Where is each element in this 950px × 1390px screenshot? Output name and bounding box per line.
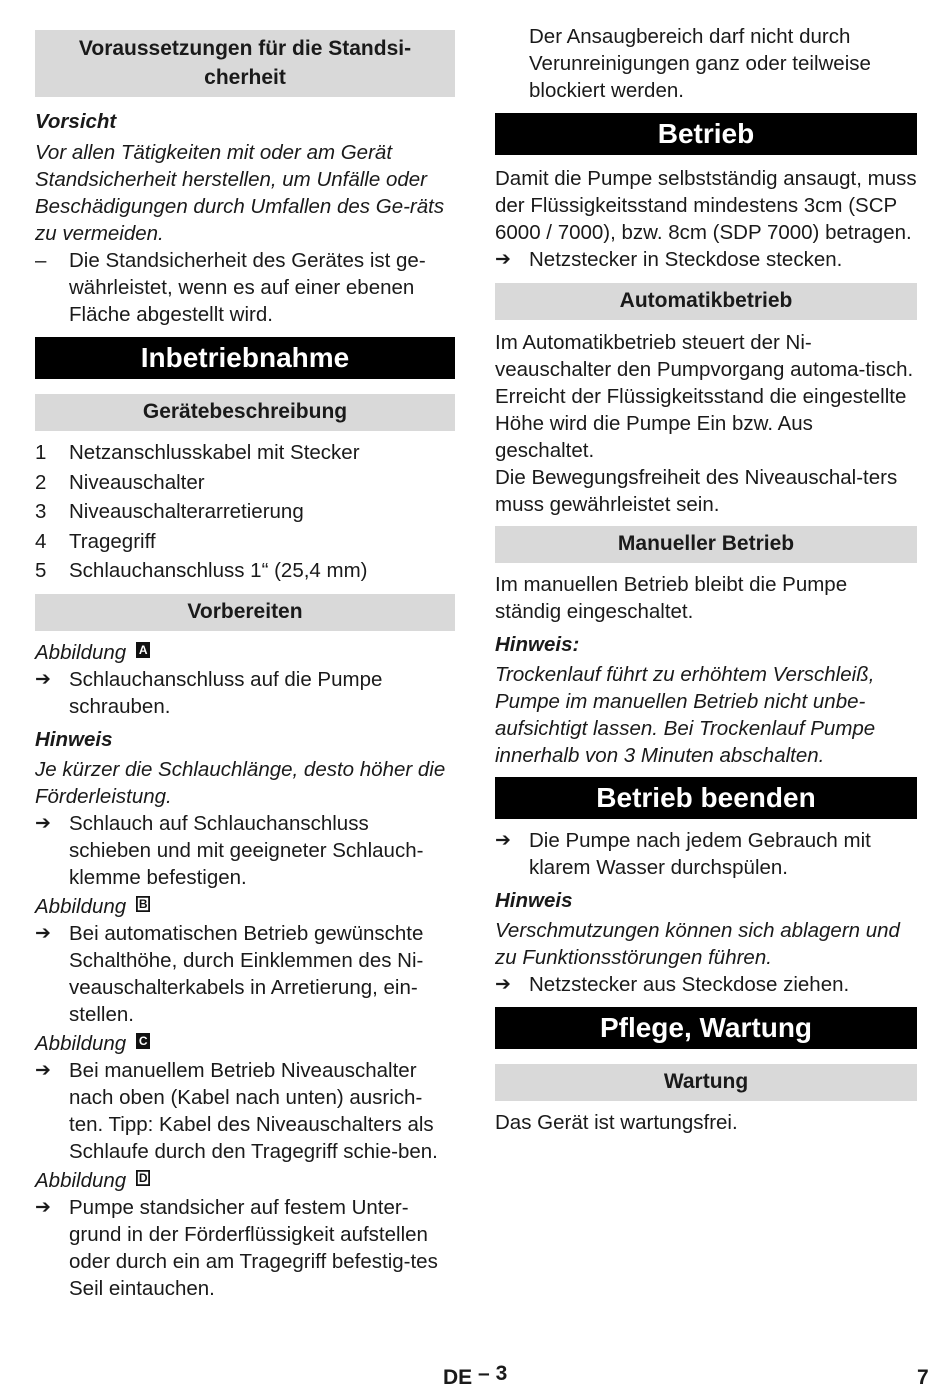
pflege-wartung-heading: Pflege, Wartung: [495, 1007, 917, 1049]
figure-b-icon: B: [136, 896, 150, 912]
arrow-right-icon: ➔: [35, 1196, 51, 1218]
automatik-text: Im Automatikbetrieb steuert der Ni-veauschalter den Pumpvorgang automa-tisch. Erreicht der Flüssigkeitsstand die eingestellte Höhe wird die Pumpe Ein bzw. Aus geschaltet.: [495, 331, 914, 462]
standsicherheit-dash-item: [35, 247, 455, 328]
step-item: [495, 827, 917, 881]
abbildung-label: Abbildung: [35, 1168, 127, 1192]
betrieb-text: Damit die Pumpe selbstständig ansaugt, muss der Flüssigkeitsstand mindestens 3cm (SCP 6000 / 7000), bzw. 8cm (SDP 7000) betragen.: [495, 167, 917, 244]
betrieb-heading: Betrieb: [495, 113, 917, 155]
dash-marker: –: [35, 249, 47, 272]
list-item: [35, 556, 455, 586]
arrow-right-icon: ➔: [35, 668, 51, 690]
figure-d-icon: D: [136, 1170, 150, 1186]
list-item-number: 2: [35, 470, 47, 494]
abbildung-label: Abbildung: [35, 1031, 127, 1055]
standsicherheit-heading-line2: cherheit: [204, 66, 286, 89]
abbildung-d: [35, 1167, 455, 1194]
step-item: [495, 971, 917, 998]
arrow-right-icon: ➔: [35, 1059, 51, 1081]
abbildung-label: Abbildung: [35, 640, 127, 664]
footer-dash: –: [478, 1362, 490, 1385]
step-text: Bei manuellem Betrieb Niveauschalter nach oben (Kabel nach unten) ausrich-ten. Tipp: Kabel des Niveauschalters als Schlaufe durch den Tragegriff schie-ben.: [69, 1058, 438, 1163]
standsicherheit-heading: [35, 30, 455, 97]
list-item-number: 1: [35, 441, 47, 464]
arrow-right-icon: ➔: [495, 249, 511, 270]
list-item-number: 5: [35, 559, 47, 582]
step-item: [35, 666, 455, 720]
left-column: [35, 30, 455, 1302]
step-item: [35, 1057, 455, 1165]
parts-list: [35, 438, 455, 586]
footer-section-page: 3: [495, 1362, 508, 1385]
wartung-text: Das Gerät ist wartungsfrei.: [495, 1111, 738, 1134]
geraetebeschreibung-heading: Gerätebeschreibung: [35, 394, 455, 431]
manuell-hinweis-text: Trockenlauf führt zu erhöhtem Verschleiß, Pumpe im manuellen Betrieb nicht unbe-aufsichtigt lassen. Bei Trockenlauf Pumpe innerhalb von 3 Minuten abschalten.: [495, 663, 876, 767]
right-column: [495, 23, 917, 1136]
abbildung-a: [35, 639, 455, 666]
step-text: Die Pumpe nach jedem Gebrauch mit klarem Wasser durchspülen.: [529, 829, 871, 879]
arrow-right-icon: ➔: [35, 812, 51, 834]
step-item: [35, 1194, 455, 1302]
manuell-text: Im manuellen Betrieb bleibt die Pumpe ständig eingeschaltet.: [495, 573, 848, 623]
list-item: [35, 468, 455, 498]
beenden-hinweis-text: Verschmutzungen können sich ablagern und zu Funktionsstörungen führen.: [495, 919, 900, 969]
vorbereiten-heading: Vorbereiten: [35, 594, 455, 631]
list-item-text: Tragegriff: [69, 529, 156, 553]
automatikbetrieb-heading: Automatikbetrieb: [495, 283, 917, 320]
inbetriebnahme-heading: Inbetriebnahme: [35, 337, 455, 379]
vorsicht-text: Vor allen Tätigkeiten mit oder am Gerät Standsicherheit herstellen, um Unfälle oder Beschädigungen durch Umfallen des Ge-räts zu vermeiden.: [35, 141, 445, 245]
abbildung-label: Abbildung: [35, 894, 127, 918]
step-text: Netzstecker aus Steckdose ziehen.: [529, 973, 850, 996]
dash-item-text: Die Standsicherheit des Gerätes ist ge-währleistet, wenn es auf einer ebenen Fläche abgestellt wird.: [69, 249, 426, 326]
hinweis-text: Je kürzer die Schlauchlänge, desto höher die Förderleistung.: [35, 757, 446, 808]
list-item-number: 3: [35, 500, 47, 523]
list-item-text: Niveauschalterarretierung: [69, 500, 304, 523]
arrow-right-icon: ➔: [495, 974, 511, 995]
step-text: Schlauchanschluss auf die Pumpe schrauben.: [69, 667, 383, 718]
step-text: Netzstecker in Steckdose stecken.: [529, 248, 843, 271]
abbildung-c: [35, 1030, 455, 1057]
list-item-number: 4: [35, 529, 47, 553]
indent-spacer: [495, 23, 529, 104]
step-text: Bei automatischen Betrieb gewünschte Schalthöhe, durch Einklemmen des Ni-veauschalterkabels in Arretierung, ein-stellen.: [69, 921, 424, 1026]
list-item: [35, 527, 455, 557]
manueller-betrieb-heading: Manueller Betrieb: [495, 526, 917, 563]
footer-language: DE: [443, 1366, 473, 1389]
arrow-right-icon: ➔: [495, 830, 511, 851]
hinweis-label: Hinweis: [35, 727, 113, 751]
list-item-text: Netzanschlusskabel mit Stecker: [69, 441, 360, 464]
intro-text: Der Ansaugbereich darf nicht durch Verunreinigungen ganz oder teilweise blockiert werden.: [529, 25, 871, 102]
step-item: [35, 810, 455, 891]
step-item: [495, 246, 917, 273]
page-footer-section: [443, 1362, 508, 1390]
automatik-text-2: Die Bewegungsfreiheit des Niveauschal-ters muss gewährleistet sein.: [495, 466, 898, 516]
step-item: [35, 920, 455, 1028]
standsicherheit-heading-line1: Voraussetzungen für die Standsi-: [78, 37, 412, 60]
list-item: [35, 497, 455, 527]
betrieb-beenden-heading: Betrieb beenden: [495, 777, 917, 819]
figure-c-icon: C: [136, 1033, 150, 1049]
hinweis-label: Hinweis: [495, 889, 573, 912]
intro-continuation: [495, 23, 917, 104]
hinweis-label: Hinweis:: [495, 633, 580, 656]
wartung-heading: Wartung: [495, 1064, 917, 1101]
step-text: Pumpe standsicher auf festem Unter-grund in der Förderflüssigkeit aufstellen oder durch ein am Tragegriff befestig-tes Seil eintauchen.: [69, 1195, 438, 1300]
list-item: [35, 438, 455, 468]
list-item-text: Niveauschalter: [69, 470, 205, 494]
page-number: 7: [917, 1366, 929, 1389]
abbildung-b: [35, 893, 455, 920]
list-item-text: Schlauchanschluss 1“ (25,4 mm): [69, 559, 368, 582]
vorsicht-label: Vorsicht: [35, 110, 117, 133]
figure-a-icon: A: [136, 642, 150, 658]
arrow-right-icon: ➔: [35, 922, 51, 944]
step-text: Schlauch auf Schlauchanschluss schieben und mit geeigneter Schlauch-klemme befestigen.: [69, 811, 424, 889]
